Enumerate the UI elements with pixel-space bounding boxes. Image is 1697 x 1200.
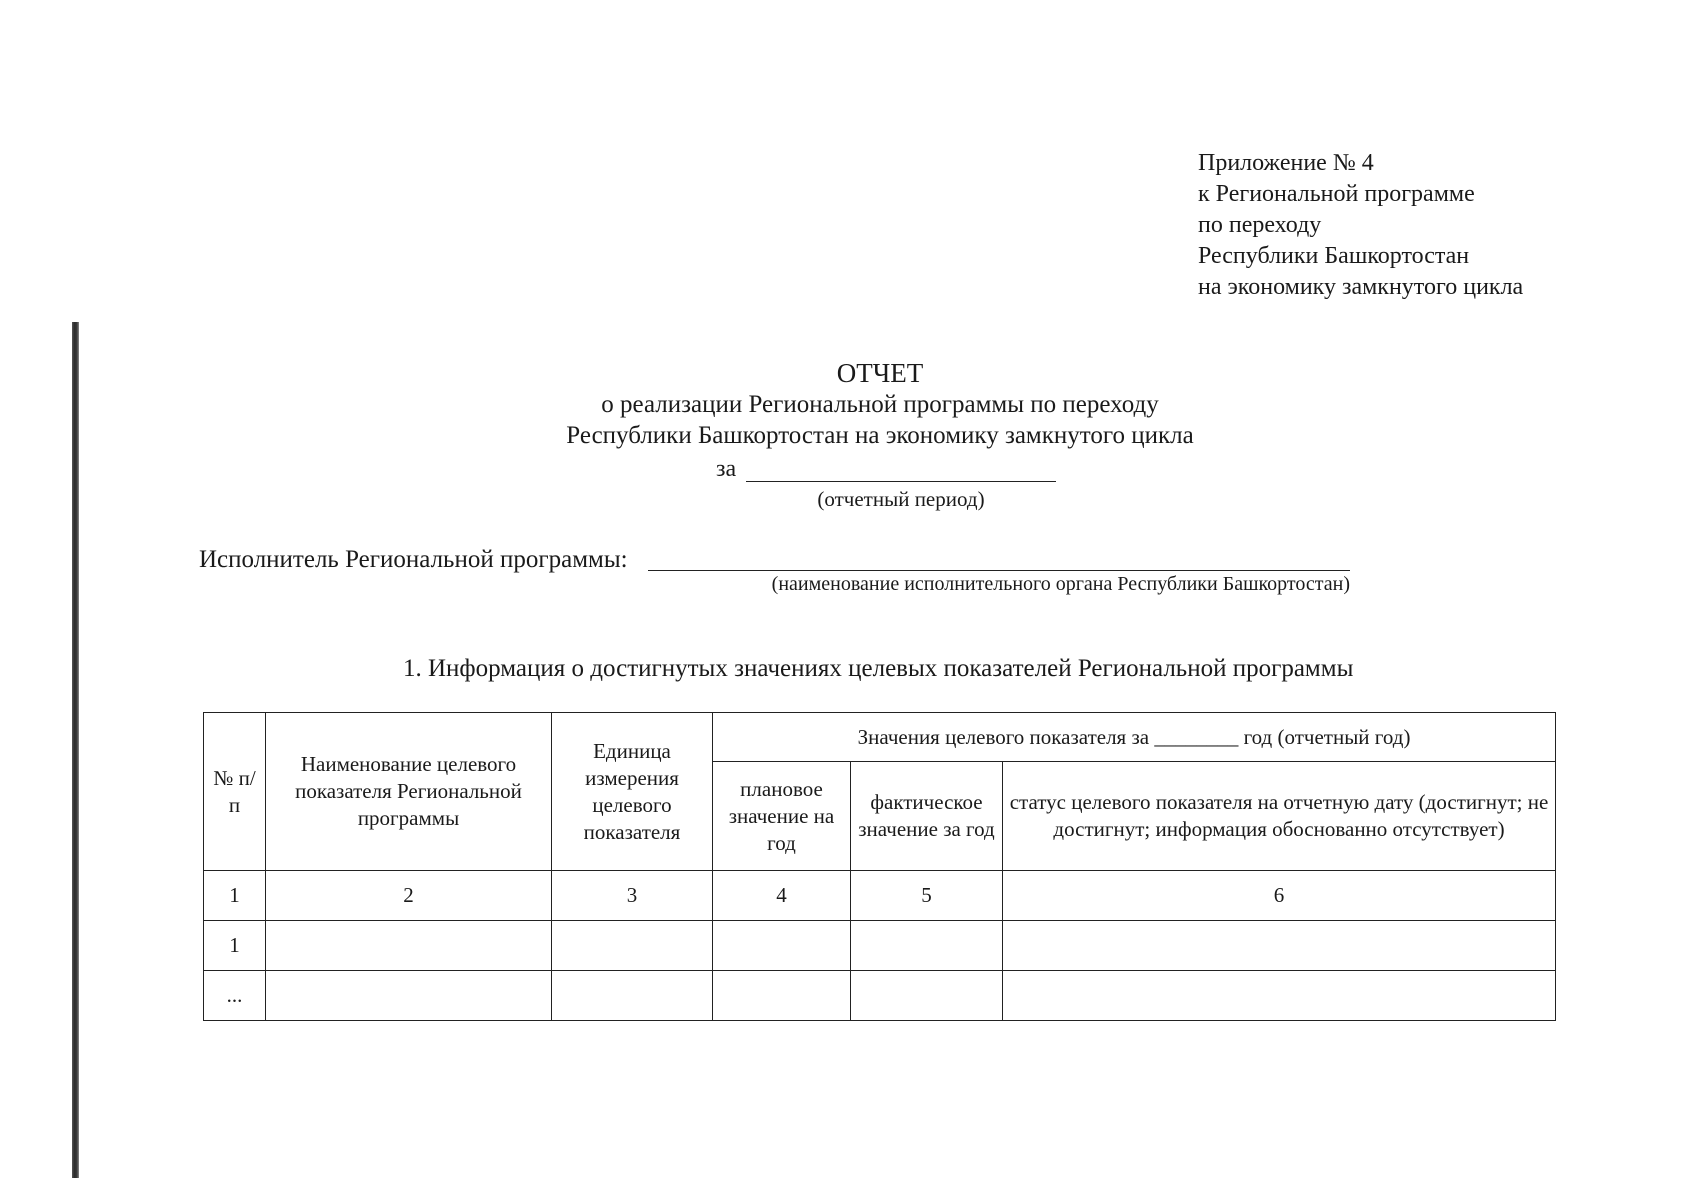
- header-name: Наименование целевого показателя Региональной программы: [266, 713, 552, 871]
- period-blank-line: [746, 481, 1056, 482]
- row-num: 1: [204, 921, 266, 971]
- table-row: [204, 971, 1556, 1021]
- period-prefix: за: [716, 456, 737, 482]
- appendix-block: [1198, 148, 1523, 303]
- indicators-table: [203, 712, 1556, 1021]
- appendix-line: по переходу: [1198, 212, 1322, 238]
- header-num: № п/п: [204, 713, 266, 871]
- column-number: 1: [204, 871, 266, 921]
- table-row: [204, 921, 1556, 971]
- header-fact: фактическое значение за год: [851, 762, 1003, 871]
- table-header-row: [204, 713, 1556, 762]
- appendix-line: Приложение № 4: [1198, 150, 1374, 176]
- row-plan: [713, 971, 851, 1021]
- report-subtitle-line1: о реализации Региональной программы по переходу: [601, 391, 1159, 418]
- executor-caption: (наименование исполнительного органа Республики Башкортостан): [771, 573, 1350, 595]
- row-status: [1003, 971, 1556, 1021]
- row-num: ...: [204, 971, 266, 1021]
- executor-label: Исполнитель Региональной программы:: [199, 546, 628, 573]
- appendix-line: на экономику замкнутого цикла: [1198, 274, 1524, 300]
- header-plan: плановое значение на год: [713, 762, 851, 871]
- scan-edge-shadow: [72, 322, 79, 1178]
- column-number: 3: [552, 871, 713, 921]
- header-unit: Единица измерения целевого показателя: [552, 713, 713, 871]
- row-status: [1003, 921, 1556, 971]
- report-subtitle-line2: Республики Башкортостан на экономику замкнутого цикла: [566, 422, 1194, 449]
- period-caption: (отчетный период): [817, 487, 985, 511]
- column-numbers-row: [204, 871, 1556, 921]
- report-title: ОТЧЕТ: [836, 358, 924, 388]
- appendix-line: к Региональной программе: [1198, 181, 1475, 207]
- row-fact: [851, 971, 1003, 1021]
- column-number: 4: [713, 871, 851, 921]
- row-unit: [552, 921, 713, 971]
- appendix-line: Республики Башкортостан: [1198, 243, 1470, 269]
- executor-blank-line: [648, 570, 1350, 571]
- row-plan: [713, 921, 851, 971]
- section-heading: 1. Информация о достигнутых значениях целевых показателей Региональной программы: [403, 655, 1354, 682]
- column-number: 2: [266, 871, 552, 921]
- row-name: [266, 921, 552, 971]
- column-number: 6: [1003, 871, 1556, 921]
- row-unit: [552, 971, 713, 1021]
- column-number: 5: [851, 871, 1003, 921]
- row-name: [266, 971, 552, 1021]
- header-status: статус целевого показателя на отчетную дату (достигнут; не достигнут; информация обоснованно отсутствует): [1003, 762, 1556, 871]
- header-values-group: Значения целевого показателя за ________ год (отчетный год): [713, 713, 1556, 762]
- row-fact: [851, 921, 1003, 971]
